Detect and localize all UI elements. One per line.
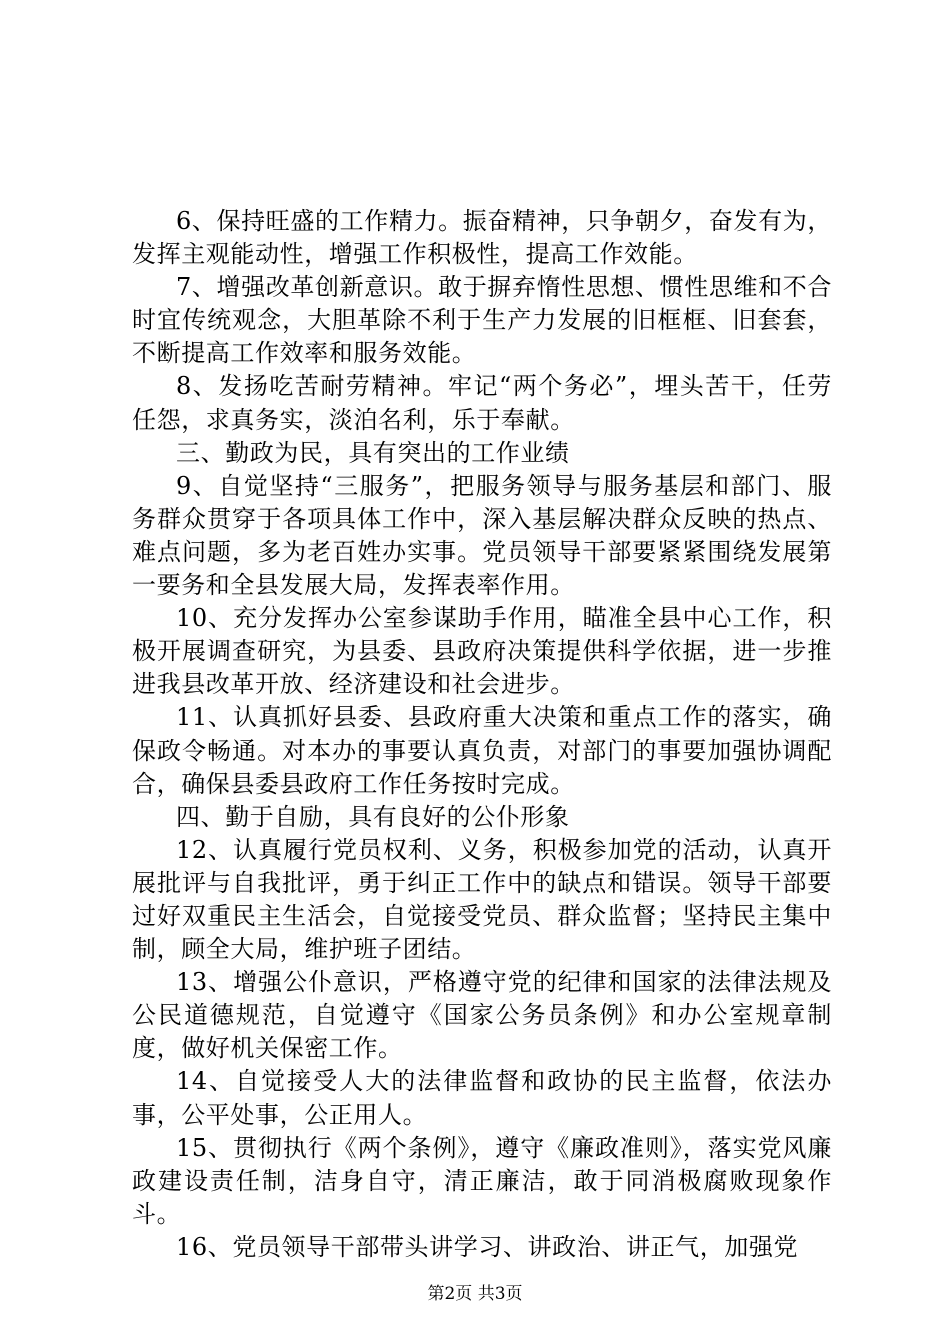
section-heading-4: 四、勤于自励，具有良好的公仆形象: [176, 802, 570, 831]
paragraph-item-11: 11、认真抓好县委、县政府重大决策和重点工作的落实，确保政令畅通。对本办的事要认真负责，对部门的事要加强协调配合，确保县委县政府工作任务按时完成。: [132, 703, 832, 798]
paragraph-item-15: 15、贯彻执行《两个条例》，遵守《廉政准则》，落实党风廉政建设责任制，洁身自守，清正廉洁，敢于同消极腐败现象作斗。: [132, 1133, 832, 1228]
document-body: [132, 205, 832, 1264]
paragraph-item-9: 9、自觉坚持“三服务”，把服务领导与服务基层和部门、服务群众贯穿于各项具体工作中，深入基层解决群众反映的热点、难点问题，多为老百姓办实事。党员领导干部要紧紧围绕发展第一要务和全县发展大局，发挥表率作用。: [132, 471, 832, 600]
paragraph-item-16: 16、党员领导干部带头讲学习、讲政治、讲正气，加强党: [176, 1232, 799, 1261]
paragraph-item-8: 8、发扬吃苦耐劳精神。牢记“两个务必”，埋头苦干，任劳任怨，求真务实，淡泊名利，乐于奉献。: [132, 372, 832, 434]
paragraph-item-13: 13、增强公仆意识，严格遵守党的纪律和国家的法律法规及公民道德规范，自觉遵守《国家公务员条例》和办公室规章制度，做好机关保密工作。: [132, 968, 832, 1063]
paragraph-item-6: 6、保持旺盛的工作精力。振奋精神，只争朝夕，奋发有为，发挥主观能动性，增强工作积极性，提高工作效能。: [132, 207, 832, 269]
section-heading-3: 三、勤政为民，具有突出的工作业绩: [176, 438, 570, 467]
page-number-footer: 第2页 共3页: [427, 1284, 523, 1304]
paragraph-item-10: 10、充分发挥办公室参谋助手作用，瞄准全县中心工作，积极开展调查研究，为县委、县政府决策提供科学依据，进一步推进我县改革开放、经济建设和社会进步。: [132, 604, 832, 699]
paragraph-item-7: 7、增强改革创新意识。敢于摒弃惰性思想、惯性思维和不合时宜传统观念，大胆革除不利于生产力发展的旧框框、旧套套，不断提高工作效率和服务效能。: [132, 273, 832, 368]
paragraph-item-12: 12、认真履行党员权利、义务，积极参加党的活动，认真开展批评与自我批评，勇于纠正工作中的缺点和错误。领导干部要过好双重民主生活会，自觉接受党员、群众监督；坚持民主集中制，顾全大局，维护班子团结。: [132, 835, 832, 964]
paragraph-item-14: 14、自觉接受人大的法律监督和政协的民主监督，依法办事，公平处事，公正用人。: [132, 1067, 832, 1129]
